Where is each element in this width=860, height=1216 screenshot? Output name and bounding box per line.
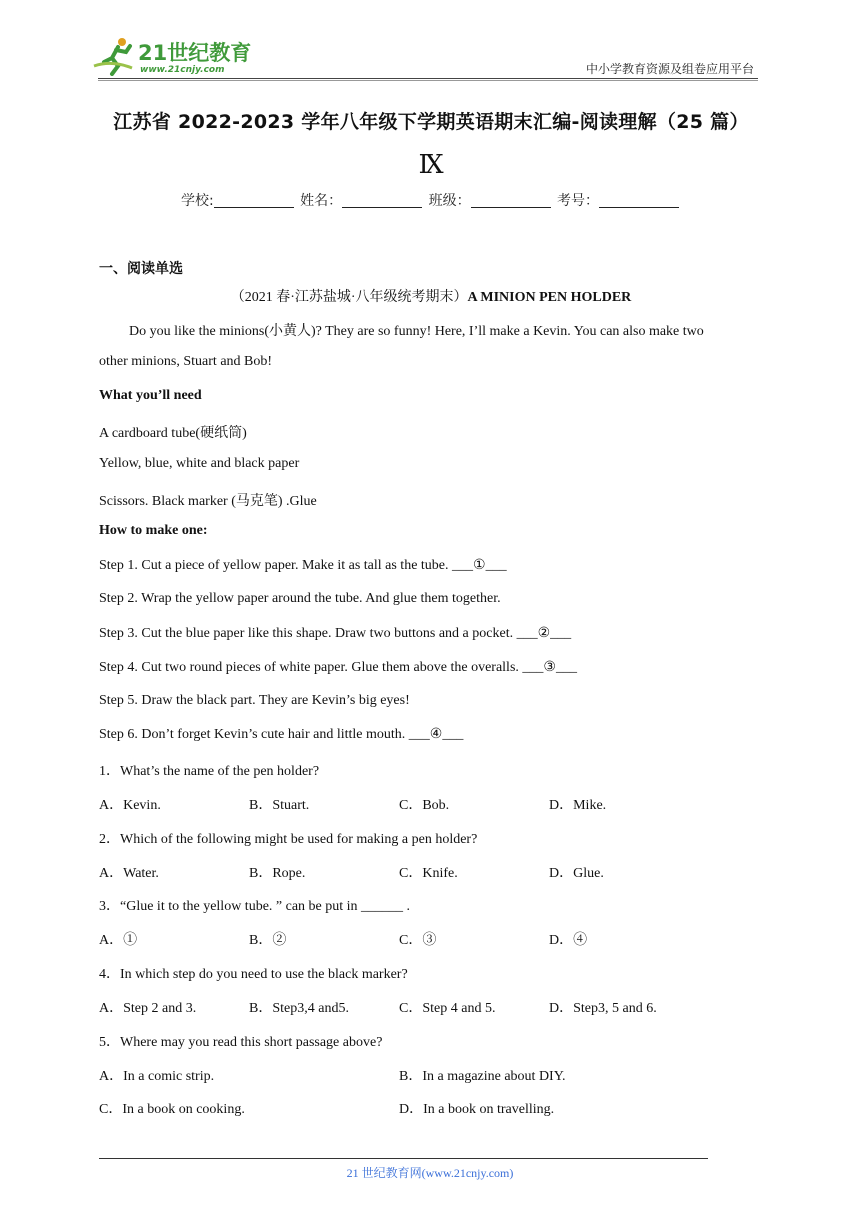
option-a[interactable]: A．Step 2 and 3.: [99, 1001, 197, 1016]
logo-url-text: www.21cnjy.com: [140, 65, 225, 75]
name-label: 姓名：: [300, 193, 343, 209]
option-c[interactable]: C．③: [399, 933, 437, 948]
option-c[interactable]: C．In a book on cooking.: [99, 1102, 245, 1117]
passage-heading: A MINION PEN HOLDER: [467, 290, 632, 305]
option-b[interactable]: B．Rope.: [249, 866, 306, 881]
header-platform-text: 中小学教育资源及组卷应用平台: [585, 62, 754, 76]
class-blank[interactable]: [471, 193, 551, 208]
exam-number-label: 考号：: [557, 193, 600, 209]
exam-number-blank[interactable]: [599, 193, 679, 208]
passage-line: Yellow, blue, white and black paper: [99, 456, 300, 471]
question-stem: 3．“Glue it to the yellow tube. ” can be put in ______ .: [99, 899, 411, 914]
option-c[interactable]: C．Bob.: [399, 798, 450, 813]
step-line: Step 5. Draw the black part. They are Kevin’s big eyes!: [99, 693, 410, 708]
question-stem: 1．What’s the name of the pen holder?: [99, 764, 320, 779]
option-d[interactable]: D．Mike.: [549, 798, 607, 813]
logo-main-text: 21世纪教育: [138, 41, 252, 65]
option-d[interactable]: D．Step3, 5 and 6.: [549, 1001, 657, 1016]
footer-site-link[interactable]: 21 世纪教育网(www.21cnjy.com): [346, 1166, 514, 1180]
document-title: 江苏省 2022-2023 学年八年级下学期英语期末汇编-阅读理解（25 篇）: [113, 111, 749, 133]
student-info-line: [96, 190, 766, 210]
option-d[interactable]: D．④: [549, 933, 588, 948]
step-line: Step 2. Wrap the yellow paper around the tube. And glue them together.: [99, 591, 501, 606]
question-stem: 5．Where may you read this short passage above?: [99, 1035, 383, 1050]
step-line: Step 3. Cut the blue paper like this shape. Draw two buttons and a pocket. ___②___: [99, 626, 572, 641]
passage-source: [96, 286, 766, 306]
option-a[interactable]: A．①: [99, 933, 138, 948]
option-a[interactable]: A．Kevin.: [99, 798, 161, 813]
footer-divider: [99, 1158, 708, 1159]
passage-line: A cardboard tube(硬纸筒): [99, 426, 247, 441]
option-a[interactable]: A．In a comic strip.: [99, 1069, 215, 1084]
option-d[interactable]: D．Glue.: [549, 866, 604, 881]
option-c[interactable]: C．Step 4 and 5.: [399, 1001, 496, 1016]
option-b[interactable]: B．In a magazine about DIY.: [399, 1069, 566, 1084]
subheading-needs: What you’ll need: [99, 388, 202, 403]
passage-line: Scissors. Black marker (马克笔) .Glue: [99, 494, 317, 509]
name-blank[interactable]: [342, 193, 422, 208]
option-b[interactable]: B．Stuart.: [249, 798, 310, 813]
class-label: 班级：: [428, 193, 471, 209]
question-stem: 4．In which step do you need to use the black marker?: [99, 967, 408, 982]
section-heading: 一、阅读单选: [99, 261, 183, 277]
site-logo: [92, 36, 262, 76]
step-line: Step 1. Cut a piece of yellow paper. Make it as tall as the tube. ___①___: [99, 558, 507, 573]
option-b[interactable]: B．②: [249, 933, 287, 948]
passage-line: Do you like the minions(小黄人)? They are so funny! Here, I’ll make a Kevin. You can also make two: [129, 324, 704, 339]
step-line: Step 4. Cut two round pieces of white paper. Glue them above the overalls. ___③___: [99, 660, 577, 675]
option-b[interactable]: B．Step3,4 and5.: [249, 1001, 349, 1016]
header-divider: [98, 78, 758, 79]
source-prefix: （2021 春·江苏盐城·八年级统考期末）: [230, 290, 468, 305]
option-d[interactable]: D．In a book on travelling.: [399, 1102, 555, 1117]
passage-line: other minions, Stuart and Bob!: [99, 354, 273, 369]
runner-icon: [94, 38, 132, 74]
option-a[interactable]: A．Water.: [99, 866, 159, 881]
header-divider-thin: [98, 80, 758, 81]
school-label: 学校:: [180, 193, 214, 209]
subheading-how-to: How to make one:: [99, 523, 208, 538]
step-line: Step 6. Don’t forget Kevin’s cute hair and little mouth. ___④___: [99, 727, 464, 742]
document-title-roman: Ⅸ: [418, 150, 444, 180]
question-stem: 2．Which of the following might be used for making a pen holder?: [99, 832, 478, 847]
school-blank[interactable]: [214, 193, 294, 208]
option-c[interactable]: C．Knife.: [399, 866, 458, 881]
